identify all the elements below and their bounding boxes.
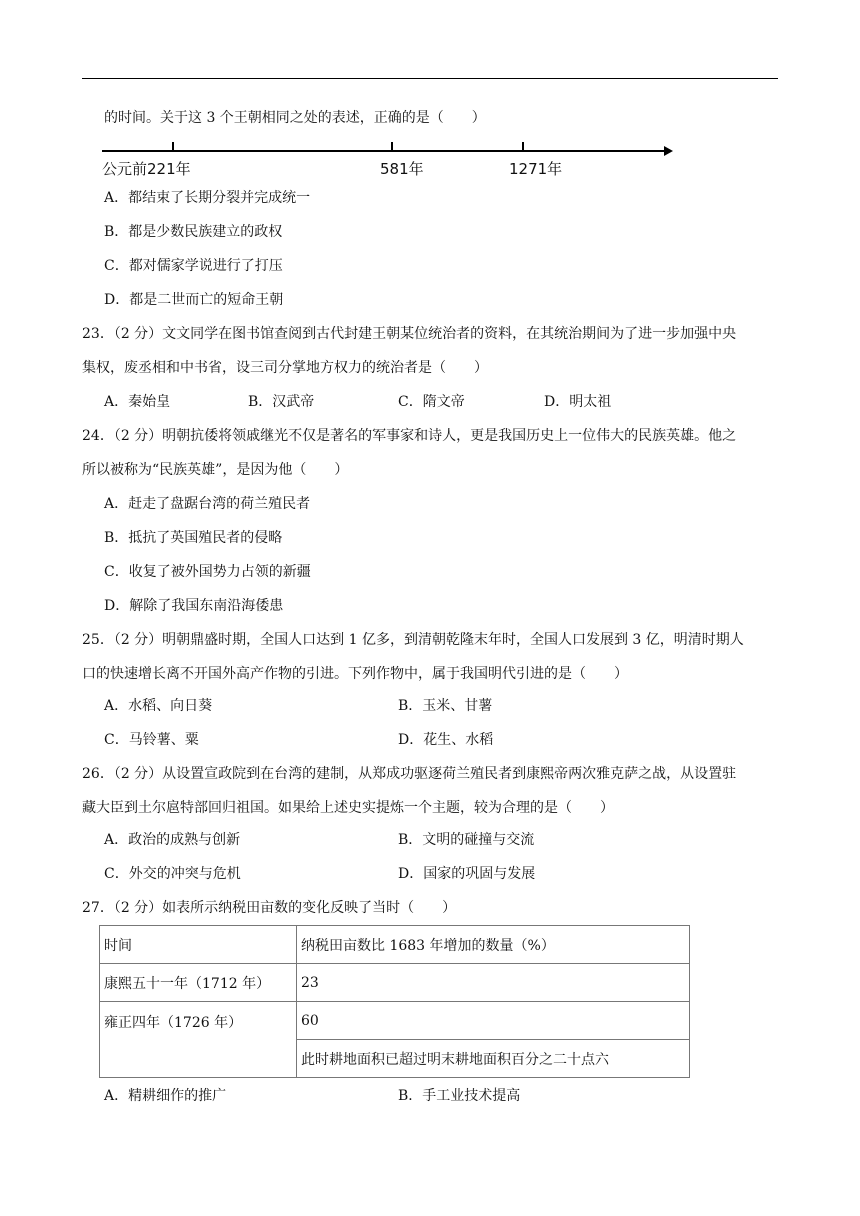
q24-option-d[interactable]: D．解除了我国东南沿海倭患 <box>104 598 284 614</box>
q24-stem-line2: 所以被称为“民族英雄”，是因为他（ ） <box>82 462 349 478</box>
table-cell: 康熙五十一年（1712 年） <box>100 964 297 1002</box>
q23-option-d[interactable]: D．明太祖 <box>544 394 612 410</box>
table-row <box>100 1002 690 1040</box>
timeline-tick <box>172 142 174 151</box>
timeline-tick <box>522 142 524 151</box>
timeline-label: 1271年 <box>509 160 563 178</box>
q27-option-a[interactable]: A．精耕细作的推广 <box>104 1088 227 1104</box>
q24-stem-line1: 24．（2 分）明朝抗倭将领戚继光不仅是著名的军事家和诗人，更是我国历史上一位伟大的民族英雄。他之 <box>82 428 737 444</box>
header-rule <box>82 78 778 79</box>
q27-option-b[interactable]: B．手工业技术提高 <box>398 1088 521 1104</box>
table-cell: 时间 <box>100 926 297 964</box>
q24-option-c[interactable]: C．收复了被外国势力占领的新疆 <box>104 564 311 580</box>
q23-option-c[interactable]: C．隋文帝 <box>398 394 465 410</box>
table-row <box>100 926 690 964</box>
timeline-axis <box>102 150 668 152</box>
q25-option-d[interactable]: D．花生、水稻 <box>398 732 494 748</box>
timeline-figure <box>100 138 680 184</box>
q25-option-b[interactable]: B．玉米、甘薯 <box>398 698 493 714</box>
q26-option-a[interactable]: A．政治的成熟与创新 <box>104 832 241 848</box>
q25-stem-line2: 口的快速增长离不开国外高产作物的引进。下列作物中，属于我国明代引进的是（ ） <box>82 666 628 682</box>
table-cell: 此时耕地面积已超过明末耕地面积百分之二十点六 <box>297 1040 690 1078</box>
q23-stem-line1: 23．（2 分）文文同学在图书馆查阅到古代封建王朝某位统治者的资料，在其统治期间为了进一步加强中央 <box>82 326 737 342</box>
q24-option-b[interactable]: B．抵抗了英国殖民者的侵略 <box>104 530 283 546</box>
table-cell: 23 <box>297 964 690 1002</box>
table-row <box>100 964 690 1002</box>
q26-option-b[interactable]: B．文明的碰撞与交流 <box>398 832 535 848</box>
table-cell: 纳税田亩数比 1683 年增加的数量（%） <box>297 926 690 964</box>
question-22-stem-end: 的时间。关于这 3 个王朝相同之处的表述，正确的是（ ） <box>104 110 486 126</box>
table-cell: 雍正四年（1726 年） <box>100 1002 297 1078</box>
q22-option-d[interactable]: D．都是二世而亡的短命王朝 <box>104 292 284 308</box>
q25-stem-line1: 25．（2 分）明朝鼎盛时期，全国人口达到 1 亿多，到清朝乾隆末年时，全国人口发展到 3 亿，明清时期人 <box>82 632 744 648</box>
q26-stem-line2: 藏大臣到土尔扈特部回归祖国。如果给上述史实提炼一个主题，较为合理的是（ ） <box>82 800 614 816</box>
timeline-label: 公元前221年 <box>102 160 191 178</box>
timeline-arrow-icon <box>664 146 673 156</box>
q25-option-c[interactable]: C．马铃薯、粟 <box>104 732 199 748</box>
q27-table <box>99 925 690 1078</box>
q26-option-d[interactable]: D．国家的巩固与发展 <box>398 866 536 882</box>
timeline-label: 581年 <box>380 160 424 178</box>
q23-stem-line2: 集权，废丞相和中书省，设三司分掌地方权力的统治者是（ ） <box>82 360 488 376</box>
q23-option-b[interactable]: B．汉武帝 <box>248 394 315 410</box>
q22-option-b[interactable]: B．都是少数民族建立的政权 <box>104 224 283 240</box>
table-cell: 60 <box>297 1002 690 1040</box>
q22-option-a[interactable]: A．都结束了长期分裂并完成统一 <box>104 190 311 206</box>
q24-option-a[interactable]: A．赶走了盘踞台湾的荷兰殖民者 <box>104 496 311 512</box>
timeline-tick <box>391 142 393 151</box>
q27-stem: 27．（2 分）如表所示纳税田亩数的变化反映了当时（ ） <box>82 900 457 916</box>
q26-stem-line1: 26．（2 分）从设置宣政院到在台湾的建制，从郑成功驱逐荷兰殖民者到康熙帝两次雅克萨之战，从设置驻 <box>82 766 737 782</box>
q26-option-c[interactable]: C．外交的冲突与危机 <box>104 866 241 882</box>
q22-option-c[interactable]: C．都对儒家学说进行了打压 <box>104 258 283 274</box>
q23-option-a[interactable]: A．秦始皇 <box>104 394 171 410</box>
q25-option-a[interactable]: A．水稻、向日葵 <box>104 698 213 714</box>
